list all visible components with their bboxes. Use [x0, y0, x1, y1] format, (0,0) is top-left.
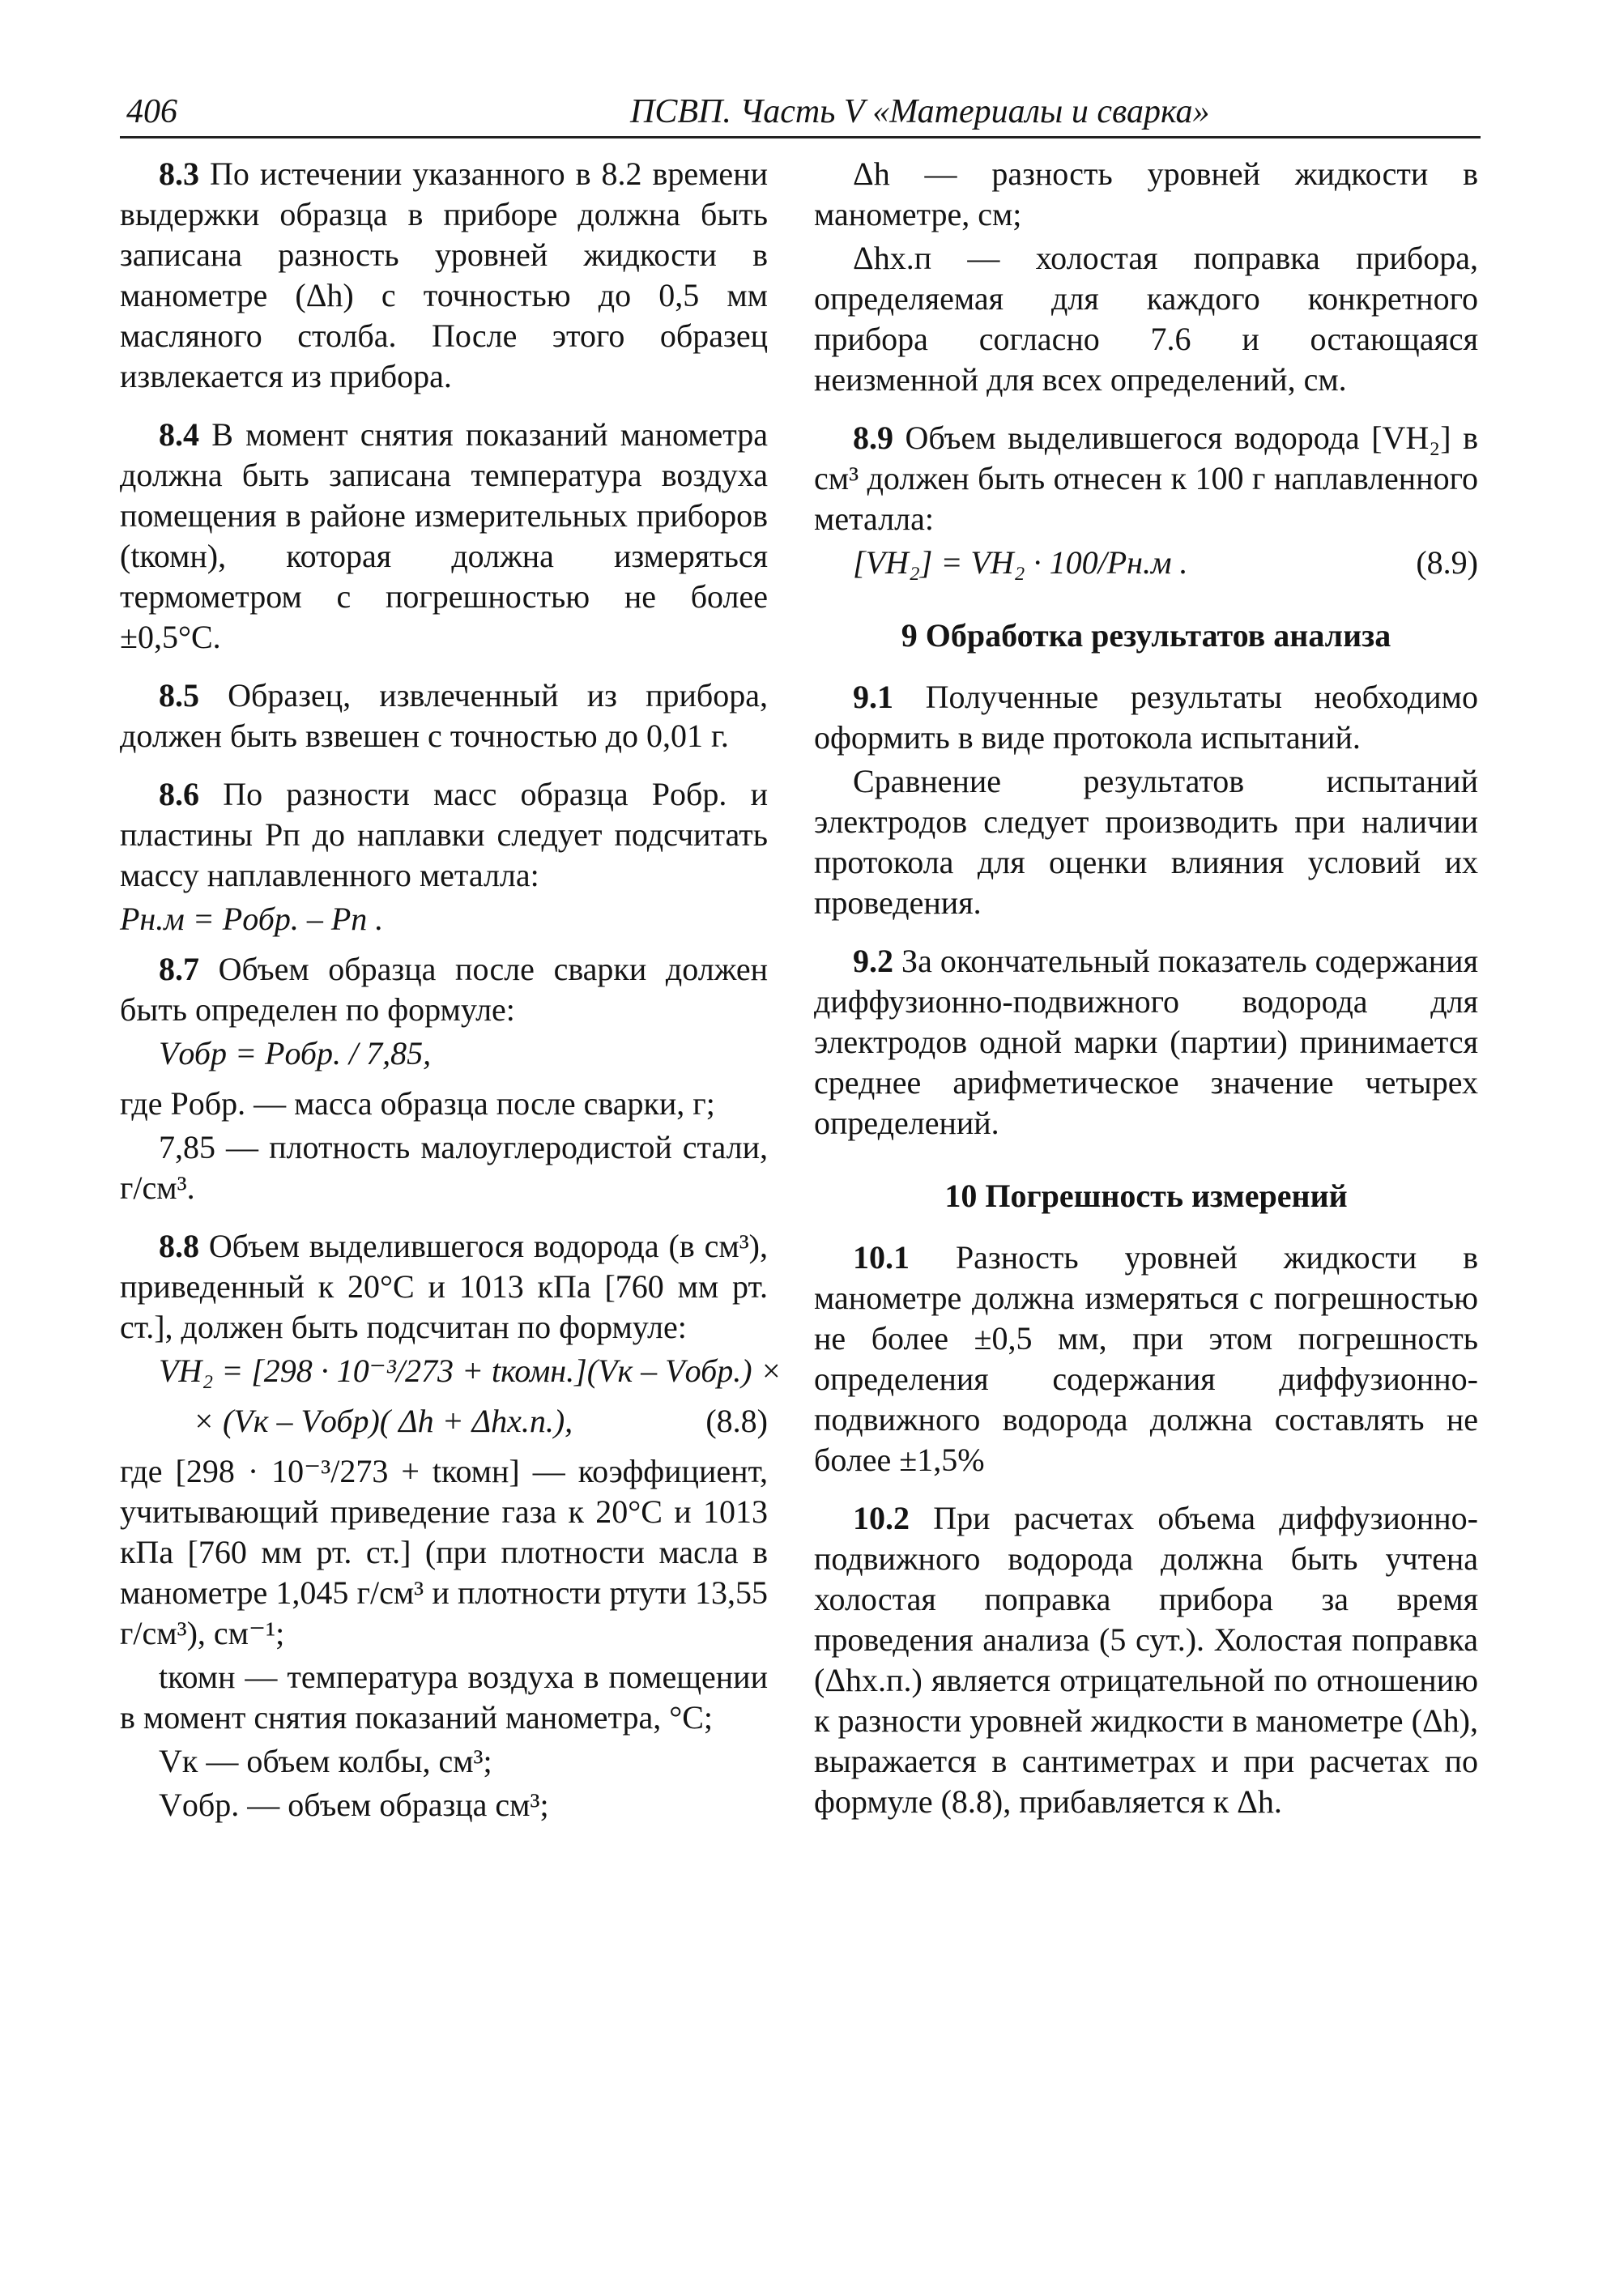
formula-sample-volume: Vобр = Pобр. / 7,85,: [159, 1035, 432, 1071]
clause-8-4: [120, 415, 768, 658]
right-column: [814, 154, 1478, 1840]
definition-flask-volume: Vк — объем колбы, см³;: [159, 1743, 492, 1779]
clause-number: 8.9: [853, 420, 893, 456]
definition-sample-volume: Vобр. — объем образца см³;: [159, 1787, 549, 1823]
formula-hydrogen-per-100g: [VH₂] = VH₂ · 100/Pн.м . (8.9): [814, 543, 1478, 583]
section-heading-9: 9 Обработка результатов анализа: [901, 617, 1391, 654]
clause-8-9: [814, 418, 1478, 539]
page-number: 406: [126, 93, 177, 130]
clause-number: 8.8: [159, 1228, 199, 1264]
clause-number: 9.1: [853, 679, 893, 715]
equation-number: (8.9): [1416, 544, 1478, 581]
clause-text: Объем выделившегося водорода (в см³), приведенный к 20°С и 1013 кПа [760 мм рт. ст.], должен быть подсчитан по формуле:: [120, 1228, 768, 1345]
page-header: [120, 87, 1481, 138]
formula-weld-metal-mass: Pн.м = Pобр. – Pп .: [120, 901, 384, 937]
clause-text: По разности масс образца Pобр. и пластины Pп до наплавки следует подсчитать массу наплавленного металла:: [120, 776, 768, 893]
clause-8-7: [120, 949, 768, 1030]
clause-number: 9.2: [853, 943, 893, 979]
equation-number: (8.8): [705, 1403, 768, 1439]
definition-sample-mass: где Pобр. — масса образца после сварки, г;: [120, 1085, 715, 1122]
clause-9-2: [814, 941, 1478, 1144]
clause-8-8: [120, 1226, 768, 1348]
clause-8-3: [120, 154, 768, 397]
clause-text: За окончательный показатель содержания диффузионно-подвижного водорода для электродов одной марки (партии) принимается среднее арифметическое значение четырех определений.: [814, 943, 1478, 1141]
clause-10-2: [814, 1498, 1478, 1822]
section-heading-10: 10 Погрешность измерений: [944, 1178, 1348, 1214]
clause-number: 8.7: [159, 951, 199, 987]
clause-text: Образец, извлеченный из прибора, должен быть взвешен с точностью до 0,01 г.: [120, 677, 768, 754]
clause-8-6: [120, 774, 768, 896]
formula-hydrogen-volume-line2: × (Vк – Vобр)( Δh + Δhх.п.), (8.8): [120, 1401, 768, 1442]
clause-number: 8.6: [159, 776, 199, 812]
clause-10-1: [814, 1237, 1478, 1480]
clause-number: 8.5: [159, 677, 199, 714]
clause-text: В момент снятия показаний манометра должна быть записана температура воздуха помещения в районе измерительных приборов (tкомн), которая должна измеряться термометром с погрешностью не более ±0,5°С.: [120, 416, 768, 655]
clause-number: 10.1: [853, 1239, 910, 1276]
clause-number: 8.3: [159, 155, 199, 192]
clause-9-1: [814, 677, 1478, 758]
clause-number: 8.4: [159, 416, 199, 453]
definition-level-difference: Δh — разность уровней жидкости в манометре, см;: [814, 155, 1478, 232]
left-column: [120, 154, 782, 1843]
clause-text: По истечении указанного в 8.2 времени выдержки образца в приборе должна быть записана разность уровней жидкости в манометре (Δh) с точностью до 0,5 мм масляного столба. После этого образец извлекается из прибора.: [120, 155, 768, 394]
clause-text: При расчетах объема диффузионно-подвижного водорода должна быть учтена холостая поправка прибора за время проведения анализа (5 сут.). Холостая поправка (Δhх.п.) является отрицательной по отношению к разности уровней жидкости в манометре (Δh), выражается в сантиметрах и при расчетах по формуле (8.8), прибавляется к Δh.: [814, 1500, 1478, 1820]
clause-9-1-continued: Сравнение результатов испытаний электродов следует производить при наличии протокола для оценки влияния условий их проведения.: [814, 763, 1478, 921]
running-title: ПСВП. Часть V «Материалы и сварка»: [630, 93, 1210, 130]
clause-number: 10.2: [853, 1500, 910, 1536]
clause-text: Объем образца после сварки должен быть определен по формуле:: [120, 951, 768, 1028]
clause-text: Полученные результаты необходимо оформить в виде протокола испытаний.: [814, 679, 1478, 756]
definition-room-temperature: tкомн — температура воздуха в помещении в момент снятия показаний манометра, °С;: [120, 1659, 768, 1736]
formula-hydrogen-volume-line1: VH₂ = [298 · 10⁻³/273 + tкомн.](Vк – Vобр.) ×: [159, 1352, 782, 1389]
definition-coefficient: где [298 · 10⁻³/273 + tкомн] — коэффициент, учитывающий приведение газа к 20°С и 1013 кПа [760 мм рт. ст.] (при плотности масла в манометре 1,045 г/см³ и плотности ртути 13,55 г/см³), см⁻¹;: [120, 1453, 768, 1651]
definition-blank-correction: Δhх.п — холостая поправка прибора, определяемая для каждого конкретного прибора согласно 7.6 и остающаяся неизменной для всех определений, см.: [814, 240, 1478, 398]
clause-text: Объем выделившегося водорода [VH₂] в см³ должен быть отнесен к 100 г наплавленного металла:: [814, 420, 1478, 537]
definition-steel-density: 7,85 — плотность малоуглеродистой стали, г/см³.: [120, 1129, 768, 1206]
clause-text: Разность уровней жидкости в манометре должна измеряться с погрешностью не более ±0,5 мм, при этом погрешность определения содержания диффузионно-подвижного водорода должна составлять не более ±1,5%: [814, 1239, 1478, 1478]
clause-8-5: [120, 675, 768, 756]
